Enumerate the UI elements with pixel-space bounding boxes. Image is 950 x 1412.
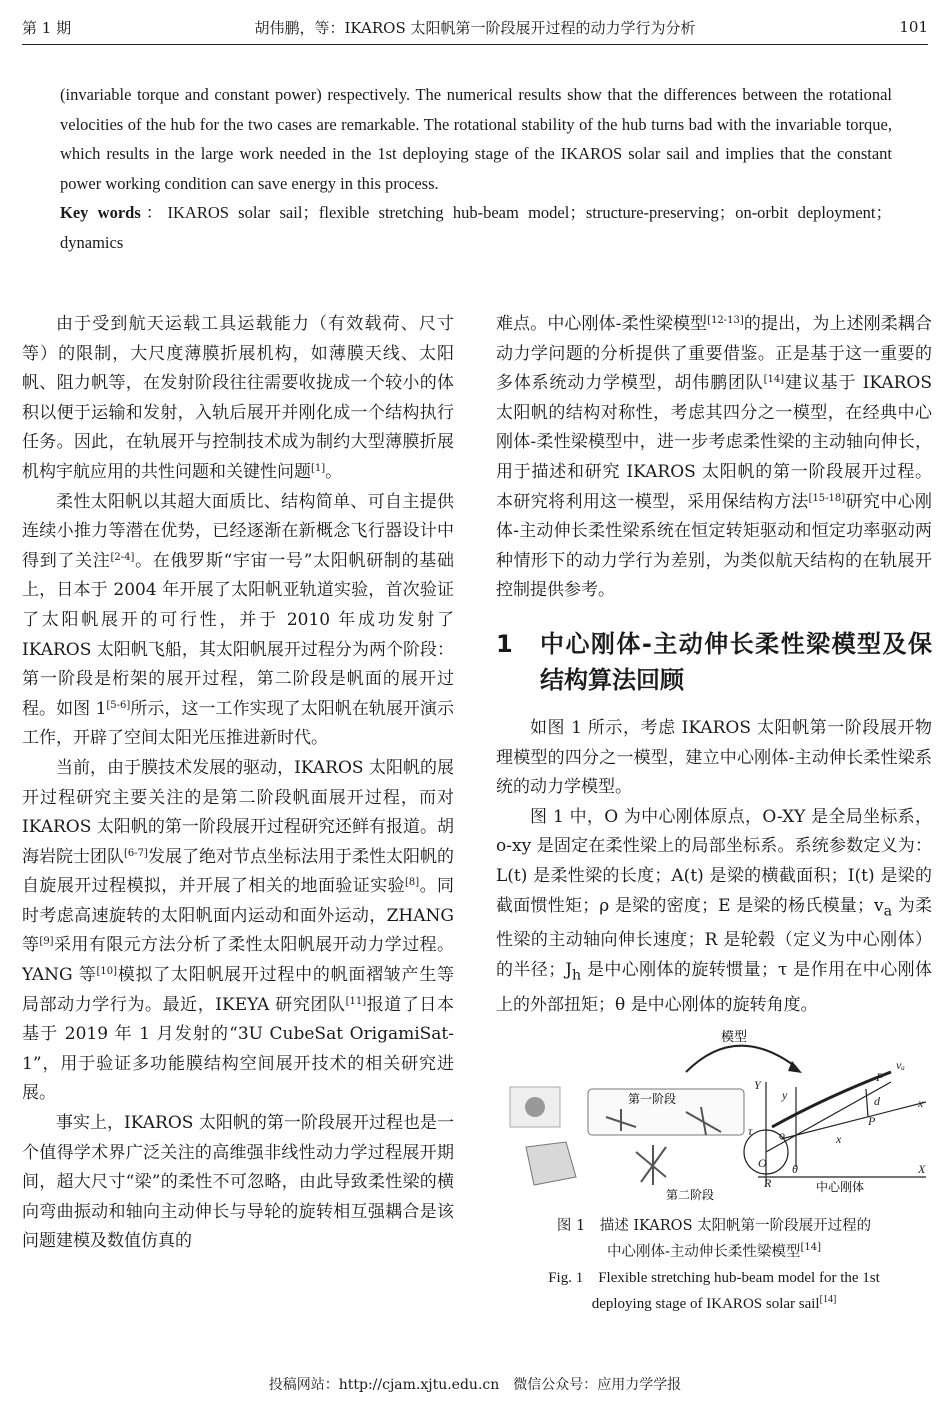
figure-1-diagram	[496, 1027, 932, 1207]
caption-cn-line2: 中心刚体-主动伸长柔性梁模型[14]	[607, 1241, 821, 1260]
model-arrow	[686, 1045, 796, 1071]
citation: [1]	[311, 462, 326, 474]
svg-text:τ: τ	[748, 1123, 753, 1138]
svg-text:vₐ: vₐ	[896, 1057, 905, 1072]
svg-text:d: d	[874, 1093, 880, 1108]
paragraph: 如图 1 所示，考虑 IKAROS 太阳帆第一阶段展开物理模型的四分之一模型，建立中心刚体-主动伸长柔性梁系统的动力学模型。	[496, 717, 932, 798]
section-title: 中心刚体-主动伸长柔性梁模型及保结构算法回顾	[540, 629, 932, 694]
svg-text:O: O	[758, 1155, 767, 1170]
citation: [12-13]	[707, 315, 744, 326]
photo-thumbnails	[510, 1087, 744, 1202]
svg-text:P: P	[868, 1113, 876, 1128]
label-hub: 中心刚体	[816, 1179, 865, 1194]
section-heading	[496, 626, 932, 698]
figure-1	[496, 1027, 932, 1207]
citation: [11]	[345, 995, 367, 1007]
keywords-list: ：IKAROS solar sail；flexible stretching hub-beam model；structure-preserving；on-orbit deployment；dynamics	[60, 203, 892, 252]
paragraph: 由于受到航天运载工具运载能力（有效载荷、尺寸等）的限制，大尺度薄膜折展机构，如薄膜天线、太阳帆、阻力帆等，在发射阶段往往需要收拢成一个较小的体积以便于运输和发射，入轨后展开并刚化成一个结构执行任务。因此，在轨展开与控制技术成为制约大型薄膜折展机构宇航应用的共性问题和关键性问题[1]。	[22, 314, 454, 482]
citation: [5-6]	[106, 699, 131, 711]
sail-photo	[526, 1142, 576, 1185]
caption-cn-line1: 图 1 描述 IKAROS 太阳帆第一阶段展开过程的	[556, 1217, 872, 1234]
citation: [8]	[405, 877, 420, 889]
citation: [10]	[96, 966, 118, 978]
svg-text:P′: P′	[876, 1069, 886, 1084]
abstract-text: (invariable torque and constant power) respectively. The numerical results show that the differences between the rotational velocities of the hub for the two cases are remarkable. The rotational stability of the hub turns bad with the invariable torque, which results in the large work needed in the 1st deploying stage of the IKAROS solar sail and implies that the constant power working condition can save energy in this process.	[60, 85, 892, 193]
section-number: 1	[496, 629, 513, 658]
label-stage2: 第二阶段	[666, 1187, 715, 1202]
paragraph: 难点。中心刚体-柔性梁模型[12-13]的提出，为上述刚柔耦合动力学问题的分析提供了重要借鉴。正是基于这一重要的多体系统动力学模型，胡伟鹏团队[14]建议基于 IKAROS 太阳帆的结构对称性，考虑其四分之一模型，在经典中心刚体-柔性梁模型中，进一步考虑柔性梁的主动轴向伸长，用于描述和研究 IKAROS 太阳帆的第一阶段展开过程。本研究将利用这一模型，采用保结构方法[15-18]研究中心刚体-主动伸长柔性梁系统在恒定转矩驱动和恒定功率驱动两种情形下的动力学行为差别，为类似航天结构的在轨展开控制提供参考。	[496, 314, 933, 601]
model-diagram	[744, 1069, 926, 1187]
svg-text:y: y	[782, 1087, 788, 1102]
citation: [14]	[763, 374, 785, 386]
local-x-axis	[781, 1102, 926, 1139]
label-model: 模型	[720, 1029, 748, 1045]
citation: [2-4]	[110, 551, 135, 563]
running-title: 胡伟鹏，等：IKAROS 太阳帆第一阶段展开过程的动力学行为分析	[254, 18, 696, 37]
deflection-line	[866, 1089, 868, 1117]
paragraph: 图 1 中，O 为中心刚体原点，O-XY 是全局坐标系，o-xy 是固定在柔性梁上的局部坐标系。系统参数定义为：L(t) 是柔性梁的长度；A(t) 是梁的横截面积；I(t) 是梁的截面惯性矩；ρ 是梁的密度；E 是梁的杨氏模量；$v_a$ 为柔性梁的主动轴向伸长速度；R 是轮毂（定义为中心刚体）的半径；$J_h$ 是中心刚体的旋转惯量；τ 是作用在中心刚体上的外部扭矩；θ 是中心刚体的旋转角度。	[496, 806, 932, 1016]
paragraph: 柔性太阳帆以其超大面质比、结构简单、可自主提供连续小推力等潜在优势，已经逐渐在新概念飞行器设计中得到了关注[2-4]。在俄罗斯“宇宙一号”太阳帆研制的基础上，日本于 2004 年开展了太阳帆亚轨道实验，首次验证了太阳帆展开的可行性，并于 2010 年成功发射了 IKAROS 太阳帆飞船，其太阳帆展开过程分为两个阶段：第一阶段是桁架的展开过程，第二阶段是帆面的展开过程。如图 1[5-6]所示，这一工作实现了太阳帆在轨展开演示工作，开辟了空间太阳光压推进新时代。	[22, 491, 454, 749]
left-column	[22, 310, 454, 1257]
english-abstract	[60, 80, 892, 257]
svg-text:Y: Y	[754, 1077, 761, 1092]
svg-text:x: x	[918, 1095, 924, 1110]
stage2-beams-icon	[636, 1145, 666, 1185]
page-number: 101	[899, 18, 928, 36]
caption-en-line1: Fig. 1 Flexible stretching hub-beam model for the 1st	[548, 1269, 880, 1286]
figure-caption	[496, 1213, 932, 1317]
page-footer: 投稿网站：http://cjam.xjtu.edu.cn 微信公众号：应用力学学报	[268, 1377, 682, 1393]
hub-photo-icon	[525, 1097, 545, 1117]
svg-text:R: R	[764, 1175, 772, 1190]
right-column	[496, 310, 932, 1317]
citation: [15-18]	[808, 492, 846, 504]
label-stage1: 第一阶段	[628, 1091, 677, 1106]
svg-text:X: X	[918, 1161, 926, 1176]
keywords-label: Key words	[60, 203, 141, 222]
running-header	[22, 10, 928, 45]
issue-label: 第 1 期	[22, 18, 72, 37]
paragraph: 当前，由于膜技术发展的驱动，IKAROS 太阳帆的展开过程研究主要关注的是第二阶段帆面展开过程，而对 IKAROS 太阳帆的第一阶段展开过程研究还鲜有报道。胡海岩院士团队[6-7]发展了绝对节点坐标法用于柔性太阳帆的自旋展开过程模拟，并开展了相关的地面验证实验[8]。同时考虑高速旋转的太阳帆面内运动和面外运动，ZHANG 等[9]采用有限元方法分析了柔性太阳帆展开动力学过程。YANG 等[10]模拟了太阳帆展开过程中的帆面褶皱产生等局部动力学行为。最近，IKEYA 研究团队[11]报道了日本基于 2019 年 1 月发射的“3U CubeSat OrigamiSat-1”，用于验证多功能膜结构空间展开技术的相关研究进展。	[22, 757, 455, 1104]
keywords	[60, 198, 892, 257]
svg-text:θ: θ	[792, 1161, 798, 1176]
svg-text:o: o	[779, 1127, 785, 1142]
citation: [9]	[39, 936, 54, 948]
paragraph: 事实上，IKAROS 太阳帆的第一阶段展开过程也是一个值得学术界广泛关注的高维强非线性动力学过程展开期间，超大尺寸“梁”的柔性不可忽略，由此导致柔性梁的横向弯曲振动和轴向主动伸长与导轮的旋转相互强耦合是该问题建模及数值仿真的	[22, 1113, 454, 1252]
svg-text:x: x	[836, 1131, 842, 1146]
citation: [6-7]	[124, 847, 148, 859]
caption-en-line2: deploying stage of IKAROS solar sail[14]	[591, 1293, 837, 1312]
